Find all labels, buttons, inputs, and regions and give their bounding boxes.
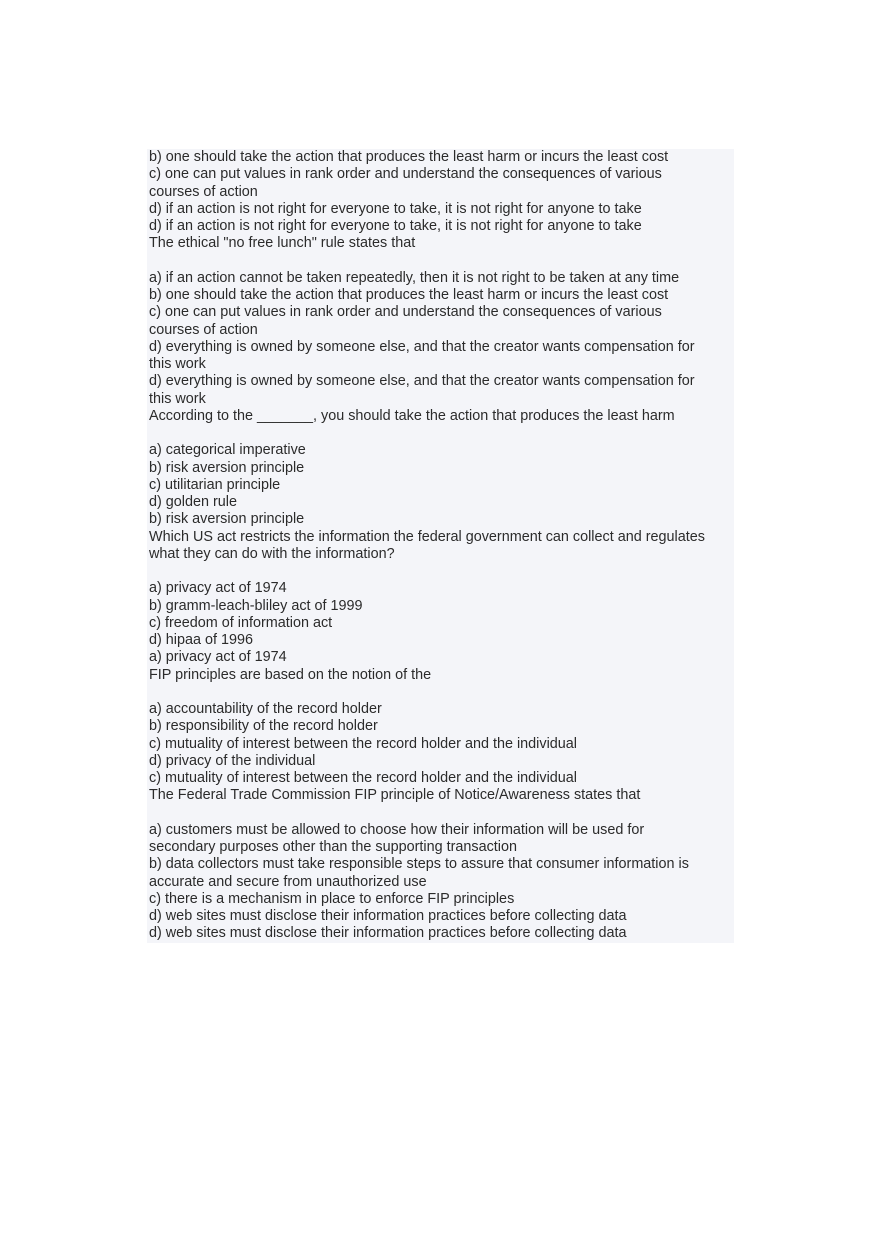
text-line: c) there is a mechanism in place to enforce FIP principles — [149, 890, 515, 907]
text-line: d) privacy of the individual — [149, 752, 316, 769]
text-line: The Federal Trade Commission FIP principle of Notice/Awareness states that — [149, 787, 641, 804]
text-line: According to the _______, you should take the action that produces the least harm — [149, 407, 675, 424]
blank-line — [149, 563, 734, 580]
text-line: b) responsibility of the record holder — [149, 718, 378, 735]
text-line: b) one should take the action that produces the least harm or incurs the least cost — [149, 287, 669, 303]
text-line: d) golden rule — [149, 494, 238, 510]
text-line: courses of action — [149, 183, 258, 200]
text-line: d) everything is owned by someone else, and that the creator wants compensation for — [149, 373, 695, 390]
document-text-block — [147, 149, 734, 943]
text-line: c) mutuality of interest between the record holder and the individual — [149, 735, 577, 752]
text-line: b) risk aversion principle — [149, 511, 305, 528]
blank-line — [149, 425, 734, 442]
text-line: what they can do with the information? — [149, 545, 395, 562]
text-line: b) data collectors must take responsible steps to assure that consumer information is — [149, 856, 689, 873]
text-line: courses of action — [149, 321, 258, 338]
text-line: d) if an action is not right for everyone to take, it is not right for anyone to take — [149, 218, 642, 234]
text-line: d) if an action is not right for everyone to take, it is not right for anyone to take — [149, 200, 642, 217]
blank-line — [149, 684, 734, 701]
text-line: d) web sites must disclose their information practices before collecting data — [149, 925, 627, 942]
text-line: c) one can put values in rank order and understand the consequences of various — [149, 304, 662, 321]
blank-line — [149, 253, 734, 270]
text-line: this work — [149, 390, 206, 407]
text-line: a) privacy act of 1974 — [149, 649, 287, 666]
text-line: c) mutuality of interest between the record holder and the individual — [149, 770, 577, 786]
text-line: a) customers must be allowed to choose how their information will be used for — [149, 821, 645, 838]
blank-line — [149, 805, 734, 822]
text-line: d) everything is owned by someone else, and that the creator wants compensation for — [149, 338, 695, 355]
text-line: b) risk aversion principle — [149, 459, 305, 476]
text-line: Which US act restricts the information the federal government can collect and regulates — [149, 528, 705, 545]
text-line: secondary purposes other than the supporting transaction — [149, 839, 517, 855]
text-line: a) privacy act of 1974 — [149, 580, 287, 597]
text-line: b) gramm-leach-bliley act of 1999 — [149, 597, 363, 614]
text-line: this work — [149, 356, 206, 372]
text-line: d) hipaa of 1996 — [149, 632, 254, 648]
text-line: b) one should take the action that produces the least harm or incurs the least cost — [149, 149, 669, 165]
text-line: c) freedom of information act — [149, 614, 333, 631]
text-line: accurate and secure from unauthorized use — [149, 873, 427, 890]
text-line: a) if an action cannot be taken repeatedly, then it is not right to be taken at any time — [149, 269, 680, 286]
text-line: d) web sites must disclose their information practices before collecting data — [149, 908, 627, 924]
text-line: The ethical "no free lunch" rule states that — [149, 235, 416, 252]
text-line: FIP principles are based on the notion of the — [149, 666, 432, 683]
text-line: c) one can put values in rank order and understand the consequences of various — [149, 166, 662, 183]
text-line: a) categorical imperative — [149, 442, 306, 459]
text-line: c) utilitarian principle — [149, 476, 281, 493]
text-line: a) accountability of the record holder — [149, 701, 382, 717]
